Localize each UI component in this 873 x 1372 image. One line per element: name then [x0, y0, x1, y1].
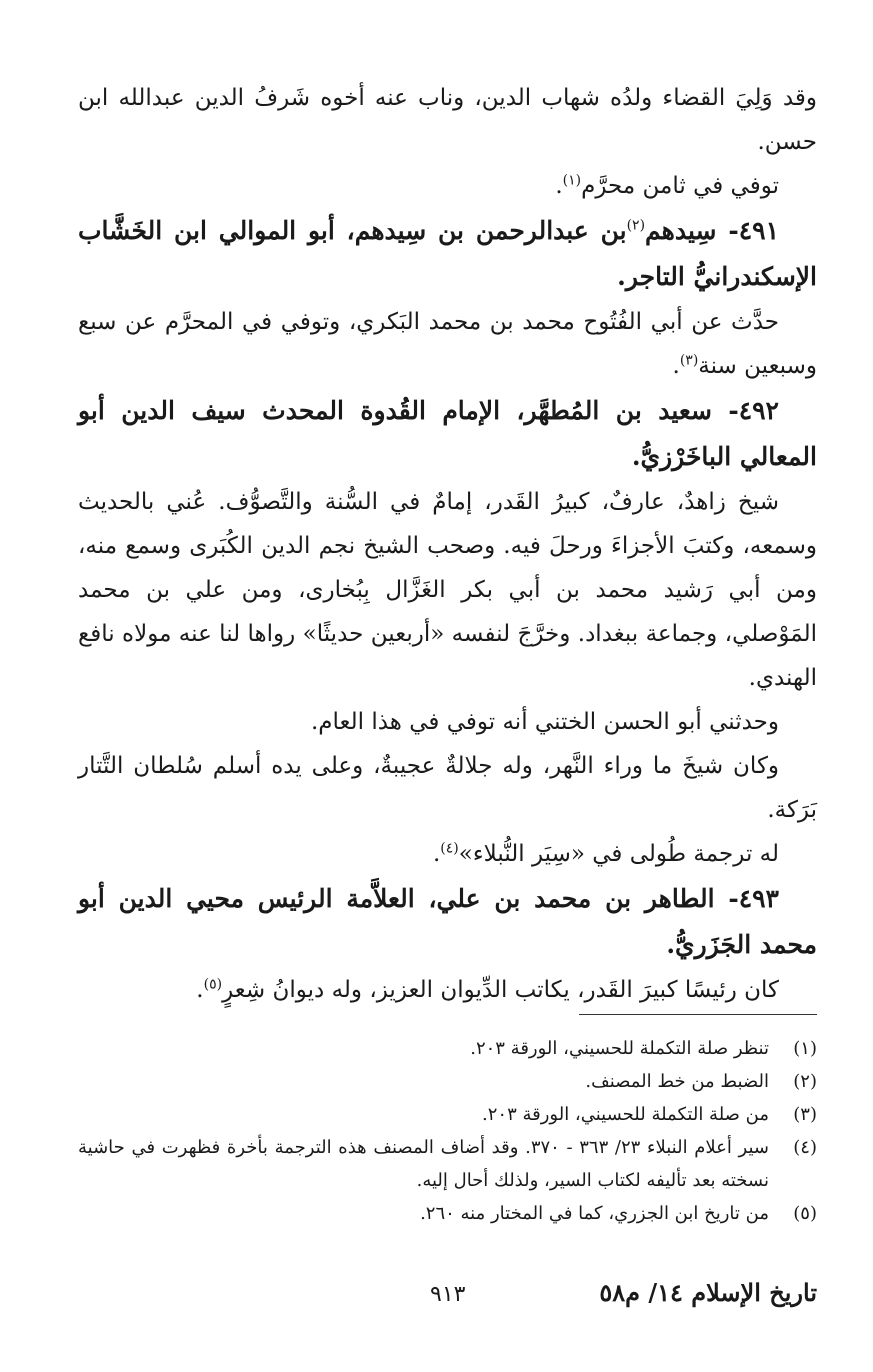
- footnote-ref-4[interactable]: (٤): [440, 840, 459, 857]
- main-text: [78, 76, 817, 1012]
- paragraph-7-end: .: [432, 841, 441, 867]
- paragraph-2-end: .: [555, 173, 563, 199]
- footnote-ref-2[interactable]: (٢): [626, 217, 646, 234]
- paragraph-7-text: له ترجمة طُولى في «سِيَر النُّبلاء»: [458, 841, 779, 867]
- entry-493-heading: ٤٩٣- الطاهر بن محمد بن علي، العلاَّمة الرئيس محيي الدين أبو محمد الجَزَريُّ.: [78, 884, 817, 959]
- footnote-2: [78, 1065, 817, 1098]
- footnote-3: [78, 1098, 817, 1131]
- paragraph-2: [78, 164, 817, 208]
- footnote-number: (٣): [793, 1104, 817, 1125]
- paragraph-8-end: .: [196, 977, 204, 1003]
- footnote-text: سير أعلام النبلاء ٢٣/ ٣٦٣ - ٣٧٠. وقد أضاف المصنف هذه الترجمة بأخرة فظهرت في حاشية نسخته بعد تأليفه لكتاب السير، ولذلك أحال إليه.: [78, 1137, 769, 1191]
- paragraph-6: وكان شيخَ ما وراء النَّهر، وله جلالةٌ عجيبةٌ، وعلى يده أسلم سُلطان التَّتار بَرَكة.: [78, 753, 817, 823]
- entry-491-heading: [78, 208, 817, 300]
- footnote-number: (٥): [793, 1203, 817, 1224]
- entry-491-name: ٤٩١- سِيدهم: [645, 216, 780, 245]
- paragraph-3: [78, 300, 817, 388]
- footnote-separator: [579, 1014, 817, 1015]
- book-title: تاريخ الإسلام ١٤/ م٥٨: [599, 1278, 817, 1307]
- paragraph-8-text: كان رئيسًا كبيرَ القَدر، يكاتب الدِّيوان العزيز، وله ديوانُ شِعرٍ: [222, 977, 779, 1003]
- entry-491-rest: بن عبدالرحمن بن سِيدهم، أبو الموالي ابن الخَشَّاب الإسكندرانيُّ التاجر.: [78, 216, 817, 291]
- paragraph-1: وقد وَلِيَ القضاء ولدُه شهاب الدين، وناب عنه أخوه شَرفُ الدين عبدالله ابن حسن.: [78, 85, 817, 155]
- paragraph-5: وحدثني أبو الحسن الختني أنه توفي في هذا العام.: [310, 709, 779, 735]
- footnote-text: تنظر صلة التكملة للحسيني، الورقة ٢٠٣.: [470, 1038, 769, 1059]
- page-footer: [60, 1278, 817, 1318]
- paragraph-3-end: .: [672, 353, 680, 379]
- footnote-ref-1[interactable]: (١): [562, 172, 582, 189]
- footnote-text: الضبط من خط المصنف.: [585, 1071, 769, 1092]
- paragraph-4: شيخ زاهدٌ، عارفٌ، كبيرُ القَدر، إمامٌ في السُّنة والتَّصوُّف. عُني بالحديث وسمعه، وكتبَ الأجزاءَ ورحلَ فيه. وصحب الشيخ نجم الدين الكُبَرى وسمع منه، ومن أبي رَشيد محمد بن أبي بكر الغَزَّال بِبُخارى، ومن علي بن محمد المَوْصلي، وجماعة ببغداد. وخرَّجَ لنفسه «أربعين حديثًا» رواها لنا عنه مولاه نافع الهندي.: [78, 489, 817, 691]
- footnote-number: (٤): [793, 1137, 817, 1158]
- footnote-1: [78, 1032, 817, 1065]
- paragraph-7: [78, 832, 817, 876]
- footnote-5: [78, 1197, 817, 1230]
- footnote-ref-5[interactable]: (٥): [203, 976, 223, 993]
- footnote-4: [78, 1131, 817, 1197]
- footnote-ref-3[interactable]: (٣): [679, 352, 699, 369]
- footnote-number: (١): [793, 1038, 817, 1059]
- footnotes: [78, 1032, 817, 1230]
- page-number: ٩١٣: [430, 1282, 466, 1307]
- footnote-number: (٢): [793, 1071, 817, 1092]
- paragraph-8: [78, 968, 817, 1012]
- entry-492-heading: ٤٩٢- سعيد بن المُطهَّر، الإمام القُدوة المحدث سيف الدين أبو المعالي الباخَرْزيُّ.: [78, 396, 817, 471]
- paragraph-2-text: توفي في ثامن محرَّم: [581, 173, 779, 199]
- footnote-text: من تاريخ ابن الجزري، كما في المختار منه ٢٦٠.: [420, 1203, 769, 1224]
- footnote-text: من صلة التكملة للحسيني، الورقة ٢٠٣.: [482, 1104, 769, 1125]
- paragraph-3-text: حدَّث عن أبي الفُتُوح محمد بن محمد البَكري، وتوفي في المحرَّم عن سبع وسبعين سنة: [78, 309, 817, 379]
